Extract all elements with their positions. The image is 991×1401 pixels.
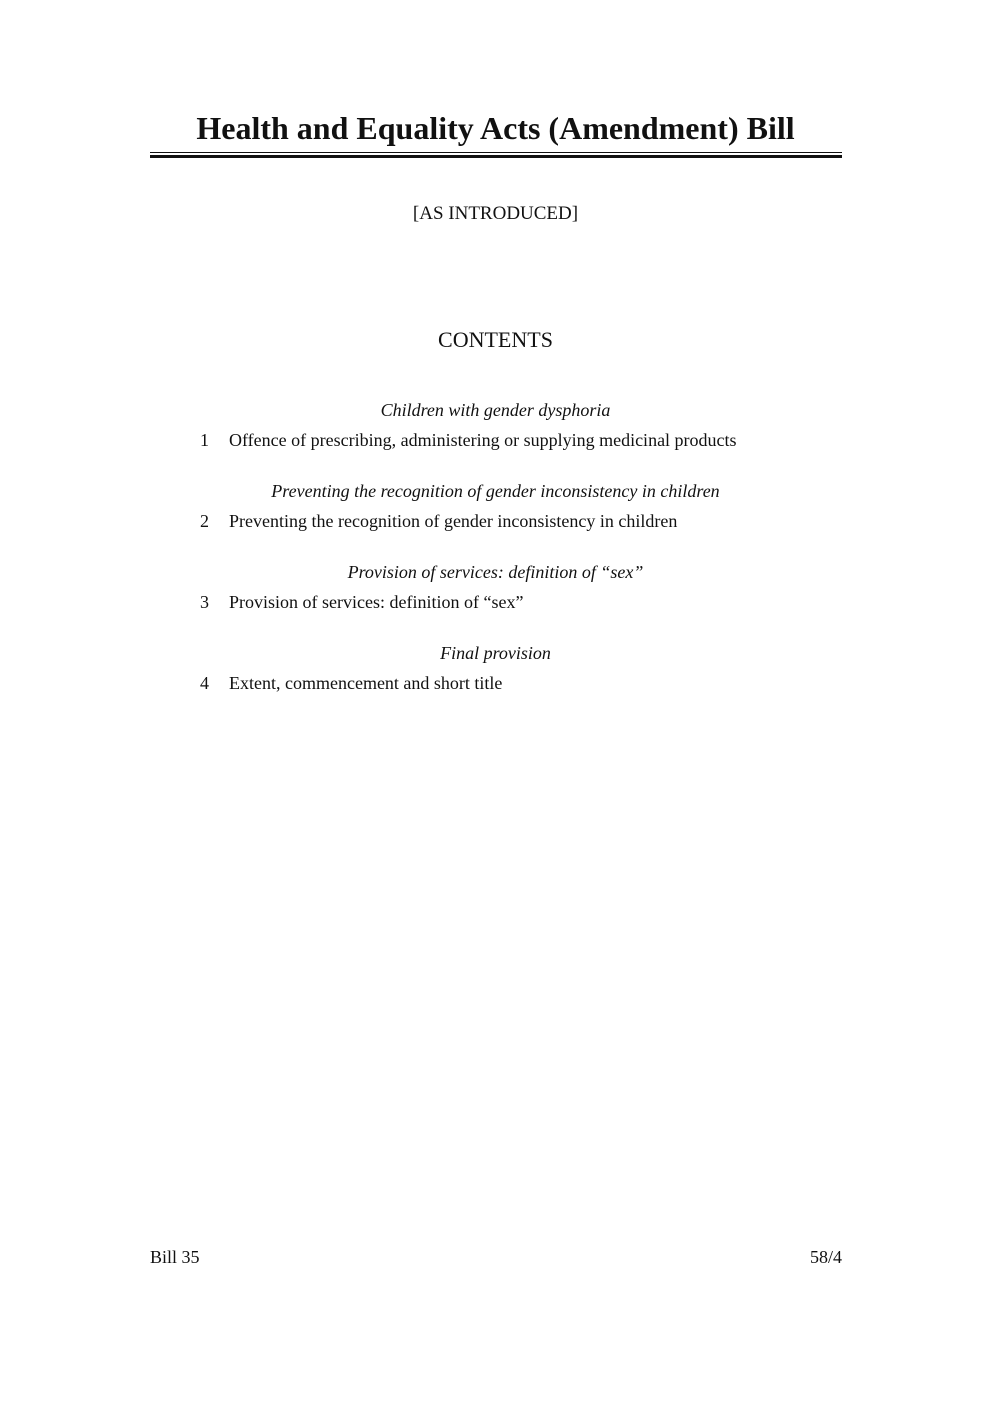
bill-title: Health and Equality Acts (Amendment) Bill: [196, 110, 795, 146]
contents-item[interactable]: [200, 430, 737, 451]
item-label: Offence of prescribing, administering or supplying medicinal products: [229, 430, 737, 450]
item-label: Preventing the recognition of gender inconsistency in children: [229, 511, 678, 531]
section-heading: Provision of services: definition of “sex”: [347, 562, 644, 582]
item-number: 3: [200, 592, 209, 612]
item-number: 4: [200, 673, 209, 693]
section-heading: Preventing the recognition of gender inconsistency in children: [271, 481, 720, 501]
title-rule-thin: [150, 152, 842, 153]
bill-status: [AS INTRODUCED]: [412, 203, 579, 224]
item-number: 1: [200, 430, 209, 450]
title-rule-thick: [150, 155, 842, 158]
contents-item[interactable]: [200, 592, 523, 613]
contents-item[interactable]: [200, 673, 502, 694]
item-label: Extent, commencement and short title: [229, 673, 503, 693]
print-reference: 58/4: [809, 1247, 842, 1267]
contents-item[interactable]: [200, 511, 677, 532]
item-label: Provision of services: definition of “sex”: [229, 592, 524, 612]
item-number: 2: [200, 511, 209, 531]
section-heading: Final provision: [440, 643, 551, 663]
section-heading: Children with gender dysphoria: [380, 400, 611, 420]
contents-heading: CONTENTS: [438, 327, 553, 352]
bill-number: Bill 35: [150, 1247, 200, 1267]
